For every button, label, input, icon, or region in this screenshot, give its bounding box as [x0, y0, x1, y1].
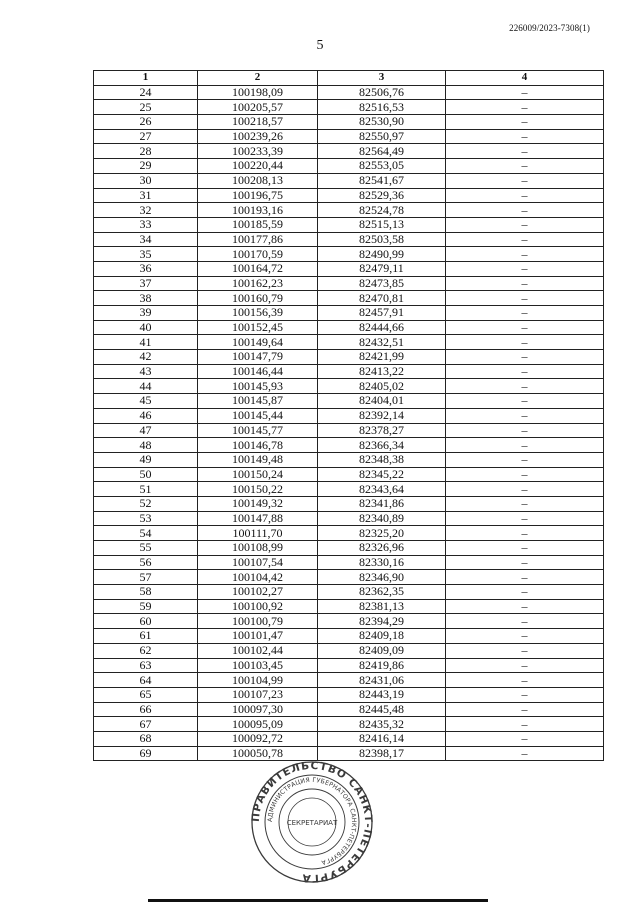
table-cell-dash: –: [446, 85, 604, 100]
table-cell-dash: –: [446, 570, 604, 585]
table-row: [94, 217, 604, 232]
table-cell: 82416,14: [318, 731, 446, 746]
table-cell: 82530,90: [318, 115, 446, 130]
table-cell: 100111,70: [198, 526, 318, 541]
table-cell-dash: –: [446, 526, 604, 541]
table-cell: 82345,22: [318, 467, 446, 482]
document-id: 226009/2023-7308(1): [509, 23, 590, 33]
table-cell: 100193,16: [198, 203, 318, 218]
table-cell: 82470,81: [318, 291, 446, 306]
table-row: [94, 541, 604, 556]
table-cell: 100102,27: [198, 585, 318, 600]
table-cell-dash: –: [446, 599, 604, 614]
table-cell: 63: [94, 658, 198, 673]
table-cell: 100145,44: [198, 408, 318, 423]
table-cell: 82564,49: [318, 144, 446, 159]
table-cell-dash: –: [446, 541, 604, 556]
table-cell: 36: [94, 261, 198, 276]
table-cell: 100104,42: [198, 570, 318, 585]
bottom-rule: [148, 899, 488, 902]
table-cell: 100150,24: [198, 467, 318, 482]
table-row: [94, 247, 604, 262]
table-cell: 82541,67: [318, 173, 446, 188]
table-cell: 100147,88: [198, 511, 318, 526]
table-cell-dash: –: [446, 496, 604, 511]
table-cell: 67: [94, 717, 198, 732]
table-cell-dash: –: [446, 673, 604, 688]
table-cell: 30: [94, 173, 198, 188]
table-cell-dash: –: [446, 320, 604, 335]
table-cell: 62: [94, 643, 198, 658]
table-row: [94, 658, 604, 673]
table-cell-dash: –: [446, 717, 604, 732]
column-header: 3: [318, 71, 446, 86]
table-cell: 100208,13: [198, 173, 318, 188]
table-row: [94, 717, 604, 732]
table-row: [94, 159, 604, 174]
table-row: [94, 408, 604, 423]
table-cell-dash: –: [446, 203, 604, 218]
table-cell: 100050,78: [198, 746, 318, 761]
table-row: [94, 570, 604, 585]
table-row: [94, 291, 604, 306]
table-cell: 82409,18: [318, 629, 446, 644]
table-cell: 100150,22: [198, 482, 318, 497]
table-row: [94, 585, 604, 600]
table-cell: 82392,14: [318, 408, 446, 423]
column-header: 4: [446, 71, 604, 86]
table-cell: 100145,87: [198, 394, 318, 409]
table-cell-dash: –: [446, 115, 604, 130]
table-cell: 82398,17: [318, 746, 446, 761]
table-cell: 57: [94, 570, 198, 585]
table-cell: 82366,34: [318, 438, 446, 453]
table-cell-dash: –: [446, 658, 604, 673]
table-row: [94, 496, 604, 511]
table-cell: 100164,72: [198, 261, 318, 276]
table-cell: 100170,59: [198, 247, 318, 262]
table-row: [94, 188, 604, 203]
table-cell: 100205,57: [198, 100, 318, 115]
table-row: [94, 276, 604, 291]
table-cell-dash: –: [446, 438, 604, 453]
table-cell: 55: [94, 541, 198, 556]
table-cell-dash: –: [446, 423, 604, 438]
table-cell: 61: [94, 629, 198, 644]
table-cell: 100149,32: [198, 496, 318, 511]
table-cell: 100196,75: [198, 188, 318, 203]
table-cell: 82394,29: [318, 614, 446, 629]
table-cell-dash: –: [446, 217, 604, 232]
table-cell: 31: [94, 188, 198, 203]
seal-inner-text: АДМИНИСТРАЦИЯ ГУБЕРНАТОРА САНКТ-ПЕТЕРБУРГА: [266, 776, 358, 866]
table-cell-dash: –: [446, 731, 604, 746]
table-cell: 82490,99: [318, 247, 446, 262]
table-cell: 82550,97: [318, 129, 446, 144]
table-cell: 82524,78: [318, 203, 446, 218]
table-row: [94, 379, 604, 394]
table-row: [94, 746, 604, 761]
table-row: [94, 232, 604, 247]
table-cell: 82431,06: [318, 673, 446, 688]
table-cell: 82503,58: [318, 232, 446, 247]
table-cell-dash: –: [446, 467, 604, 482]
table-cell: 38: [94, 291, 198, 306]
table-cell: 49: [94, 452, 198, 467]
table-cell: 100095,09: [198, 717, 318, 732]
table-row: [94, 85, 604, 100]
table-row: [94, 438, 604, 453]
table-cell: 82444,66: [318, 320, 446, 335]
table-cell: 82529,36: [318, 188, 446, 203]
table-cell: 100147,79: [198, 350, 318, 365]
table-cell: 56: [94, 555, 198, 570]
table-cell: 27: [94, 129, 198, 144]
table-cell: 100146,78: [198, 438, 318, 453]
table-cell: 32: [94, 203, 198, 218]
table-cell: 100107,23: [198, 687, 318, 702]
table-cell: 100108,99: [198, 541, 318, 556]
table-row: [94, 335, 604, 350]
table-cell: 100104,99: [198, 673, 318, 688]
table-cell-dash: –: [446, 350, 604, 365]
table-cell-dash: –: [446, 173, 604, 188]
table-cell: 82409,09: [318, 643, 446, 658]
table-cell-dash: –: [446, 452, 604, 467]
table-cell-dash: –: [446, 276, 604, 291]
table-row: [94, 526, 604, 541]
table-cell: 82432,51: [318, 335, 446, 350]
table-row: [94, 144, 604, 159]
coordinates-table: [93, 70, 604, 761]
table-cell: 59: [94, 599, 198, 614]
table-cell: 65: [94, 687, 198, 702]
table-cell: 82362,35: [318, 585, 446, 600]
table-cell: 45: [94, 394, 198, 409]
table-cell-dash: –: [446, 702, 604, 717]
table-cell: 100103,45: [198, 658, 318, 673]
table-cell: 82479,11: [318, 261, 446, 276]
table-cell: 100097,30: [198, 702, 318, 717]
table-cell: 100101,47: [198, 629, 318, 644]
table-cell: 35: [94, 247, 198, 262]
table-cell: 28: [94, 144, 198, 159]
table-cell: 100146,44: [198, 364, 318, 379]
table-cell: 53: [94, 511, 198, 526]
table-row: [94, 173, 604, 188]
table-cell: 42: [94, 350, 198, 365]
table-cell: 82346,90: [318, 570, 446, 585]
table-cell-dash: –: [446, 614, 604, 629]
table-row: [94, 599, 604, 614]
table-cell-dash: –: [446, 188, 604, 203]
table-row: [94, 394, 604, 409]
table-cell-dash: –: [446, 555, 604, 570]
table-cell: 82405,02: [318, 379, 446, 394]
table-cell: 39: [94, 306, 198, 321]
table-cell-dash: –: [446, 511, 604, 526]
table-cell-dash: –: [446, 306, 604, 321]
table-cell-dash: –: [446, 247, 604, 262]
table-row: [94, 423, 604, 438]
table-cell-dash: –: [446, 261, 604, 276]
table-cell: 100100,79: [198, 614, 318, 629]
table-cell: 82340,89: [318, 511, 446, 526]
table-cell: 100162,23: [198, 276, 318, 291]
table-cell: 69: [94, 746, 198, 761]
table-cell: 37: [94, 276, 198, 291]
table-cell: 100198,09: [198, 85, 318, 100]
table-cell: 82445,48: [318, 702, 446, 717]
table-row: [94, 203, 604, 218]
table-cell: 100218,57: [198, 115, 318, 130]
table-row: [94, 731, 604, 746]
table-cell: 66: [94, 702, 198, 717]
table-cell-dash: –: [446, 394, 604, 409]
table-cell: 100092,72: [198, 731, 318, 746]
table-cell: 46: [94, 408, 198, 423]
table-cell: 100149,64: [198, 335, 318, 350]
table-cell: 100160,79: [198, 291, 318, 306]
seal-center-text: СЕКРЕТАРИАТ: [286, 819, 338, 827]
table-cell-dash: –: [446, 232, 604, 247]
table-cell: 40: [94, 320, 198, 335]
table-cell: 82553,05: [318, 159, 446, 174]
table-cell-dash: –: [446, 482, 604, 497]
table-cell: 82443,19: [318, 687, 446, 702]
table-body: [94, 85, 604, 761]
table-cell: 64: [94, 673, 198, 688]
table-row: [94, 350, 604, 365]
table-row: [94, 452, 604, 467]
table-cell: 82413,22: [318, 364, 446, 379]
table-cell-dash: –: [446, 335, 604, 350]
table-cell: 82348,38: [318, 452, 446, 467]
table-row: [94, 614, 604, 629]
table-row: [94, 320, 604, 335]
table-row: [94, 687, 604, 702]
table-cell: 100145,77: [198, 423, 318, 438]
table-row: [94, 482, 604, 497]
table-cell: 24: [94, 85, 198, 100]
table-cell: 82419,86: [318, 658, 446, 673]
table-cell-dash: –: [446, 159, 604, 174]
table-cell: 34: [94, 232, 198, 247]
table-cell-dash: –: [446, 291, 604, 306]
table-row: [94, 100, 604, 115]
table-cell-dash: –: [446, 100, 604, 115]
table-row: [94, 364, 604, 379]
table-cell: 82516,53: [318, 100, 446, 115]
table-cell: 100152,45: [198, 320, 318, 335]
table-cell: 100102,44: [198, 643, 318, 658]
table-cell: 82457,91: [318, 306, 446, 321]
table-row: [94, 629, 604, 644]
table-cell-dash: –: [446, 687, 604, 702]
table-cell: 54: [94, 526, 198, 541]
table-cell: 100107,54: [198, 555, 318, 570]
table-cell-dash: –: [446, 129, 604, 144]
table-cell-dash: –: [446, 629, 604, 644]
table-row: [94, 306, 604, 321]
table-cell: 47: [94, 423, 198, 438]
table-row: [94, 702, 604, 717]
table-cell: 100233,39: [198, 144, 318, 159]
table-cell: 58: [94, 585, 198, 600]
table-cell: 82330,16: [318, 555, 446, 570]
table-header-row: [94, 71, 604, 86]
table-row: [94, 673, 604, 688]
table-cell: 100177,86: [198, 232, 318, 247]
seal-outer-text: ПРАВИТЕЛЬСТВО САНКТ-ПЕТЕРБУРГА: [250, 760, 374, 884]
table-cell-dash: –: [446, 379, 604, 394]
table-cell: 82473,85: [318, 276, 446, 291]
table-cell: 41: [94, 335, 198, 350]
table-cell: 33: [94, 217, 198, 232]
table-cell: 100145,93: [198, 379, 318, 394]
table-cell: 68: [94, 731, 198, 746]
official-seal-stamp: [250, 760, 374, 884]
table-cell: 82515,13: [318, 217, 446, 232]
table-cell-dash: –: [446, 585, 604, 600]
table-cell: 82421,99: [318, 350, 446, 365]
table-cell-dash: –: [446, 408, 604, 423]
table-cell: 82325,20: [318, 526, 446, 541]
page-number: 5: [316, 38, 324, 53]
table-cell: 44: [94, 379, 198, 394]
table-cell: 52: [94, 496, 198, 511]
table-cell: 51: [94, 482, 198, 497]
table-cell: 100100,92: [198, 599, 318, 614]
table-row: [94, 555, 604, 570]
table-row: [94, 261, 604, 276]
table-cell-dash: –: [446, 144, 604, 159]
table-cell: 82343,64: [318, 482, 446, 497]
table-cell: 82404,01: [318, 394, 446, 409]
table-cell: 25: [94, 100, 198, 115]
table-cell: 26: [94, 115, 198, 130]
table-cell: 43: [94, 364, 198, 379]
table-cell: 60: [94, 614, 198, 629]
table-cell: 100239,26: [198, 129, 318, 144]
table-cell: 29: [94, 159, 198, 174]
table-row: [94, 643, 604, 658]
table-cell: 50: [94, 467, 198, 482]
table-cell: 82341,86: [318, 496, 446, 511]
column-header: 1: [94, 71, 198, 86]
table-cell: 100185,59: [198, 217, 318, 232]
table-cell: 100220,44: [198, 159, 318, 174]
table-cell-dash: –: [446, 746, 604, 761]
table-cell: 100149,48: [198, 452, 318, 467]
table-cell-dash: –: [446, 364, 604, 379]
table-row: [94, 115, 604, 130]
table-row: [94, 511, 604, 526]
table-cell: 48: [94, 438, 198, 453]
column-header: 2: [198, 71, 318, 86]
table-row: [94, 467, 604, 482]
table-cell: 82435,32: [318, 717, 446, 732]
table-cell: 82326,96: [318, 541, 446, 556]
table-cell: 82381,13: [318, 599, 446, 614]
table-cell-dash: –: [446, 643, 604, 658]
table-row: [94, 129, 604, 144]
table-cell: 100156,39: [198, 306, 318, 321]
table-cell: 82506,76: [318, 85, 446, 100]
table-cell: 82378,27: [318, 423, 446, 438]
